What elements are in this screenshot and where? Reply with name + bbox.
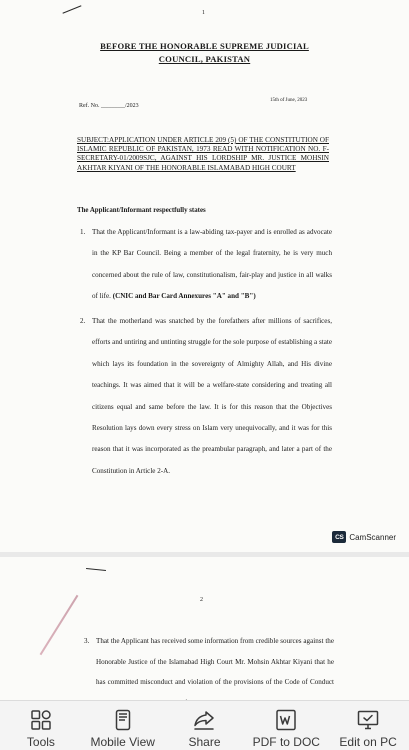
paragraph-number: 1. bbox=[80, 228, 86, 236]
paragraph-text: That the Applicant/Informant is a law-abiding tax-payer and is enrolled as advocate in the KP Bar Council. Being a member of the legal fraternity, he is very much concerned about the rule of law, constitutionalism, fair-play and justice in all walks of life. bbox=[92, 228, 332, 301]
paragraph-number: 2. bbox=[80, 317, 86, 325]
mobile-view-icon bbox=[111, 708, 135, 732]
pdf-to-doc-label: PDF to DOC bbox=[252, 735, 320, 749]
intro-line: The Applicant/Informant respectfully states bbox=[77, 207, 206, 214]
mobile-view-label: Mobile View bbox=[90, 735, 155, 749]
desktop-icon bbox=[356, 708, 380, 732]
bottom-toolbar bbox=[0, 700, 409, 750]
tools-label: Tools bbox=[26, 735, 55, 749]
edit-on-pc-label: Edit on PC bbox=[339, 735, 397, 749]
share-button[interactable] bbox=[164, 701, 246, 750]
page-number: 2 bbox=[200, 597, 203, 603]
paragraph-number: 3. bbox=[84, 637, 90, 645]
paragraph-1 bbox=[80, 222, 332, 308]
share-label: Share bbox=[188, 735, 221, 749]
annexure-reference: (CNIC and Bar Card Annexures "A" and "B") bbox=[112, 292, 256, 301]
document-page-2 bbox=[0, 557, 409, 717]
tools-button[interactable] bbox=[0, 701, 82, 750]
mobile-view-button[interactable] bbox=[82, 701, 164, 750]
subject-block bbox=[77, 136, 329, 173]
tools-grid-icon bbox=[29, 708, 53, 732]
document-heading-line-1: BEFORE THE HONORABLE SUPREME JUDICIAL bbox=[100, 41, 309, 51]
camscanner-watermark bbox=[332, 531, 396, 543]
reference-number: Ref. No. ________/2023 bbox=[79, 103, 139, 109]
camscanner-logo: CS bbox=[332, 531, 346, 543]
camscanner-label: CamScanner bbox=[349, 532, 396, 542]
paragraph-text: That the Applicant has received some information from credible sources against the Honorable Justice of the Islamabad High Court Mr. Mohsin Akhtar Kiyani that he has committed misconduct and violation of the provisions of the Code of Conduct bbox=[96, 637, 334, 686]
document-date: 15th of June, 2023 bbox=[270, 98, 308, 103]
word-doc-icon bbox=[274, 708, 298, 732]
page-number: 1 bbox=[202, 10, 205, 16]
paragraph-2 bbox=[80, 311, 332, 482]
edit-on-pc-button[interactable] bbox=[327, 701, 409, 750]
scan-mark bbox=[63, 5, 82, 14]
subject-text: APPLICATION UNDER ARTICLE 209 (5) OF THE CONSTITUTION OF ISLAMIC REPUBLIC OF PAKISTAN, 1973 READ WITH NOTIFICATION NO. F-SECRETARY-01/2009SJC, AGAINST HIS LORDSHIP MR. JUSTICE MOHSIN AKHTAR KIYANI OF THE HONORABLE ISLAMABAD HIGH COURT bbox=[77, 136, 329, 172]
pdf-to-doc-button[interactable] bbox=[245, 701, 327, 750]
share-icon bbox=[192, 708, 216, 732]
paragraph-text: That the motherland was snatched by the forefathers after millions of sacrifices, efforts and untiring and untinting struggle for the sole purpose of establishing a state which lays its foundation in the sovereignty of Almighty Allah, and His divine teachings. It was aimed that it will be a welfare-state considering and treating all citizens equal and same before the law. It is for this reason that the Objectives Resolution lays down every stress on Islam very unequivocally, and it was for this reason that it was incorporated as the preambular paragraph, and later a part of the Constitution in Article 2-A. bbox=[92, 317, 332, 475]
subject-label: SUBJECT: bbox=[77, 136, 109, 144]
scan-mark bbox=[86, 568, 106, 571]
document-heading-line-2: COUNCIL, PAKISTAN bbox=[158, 54, 251, 64]
